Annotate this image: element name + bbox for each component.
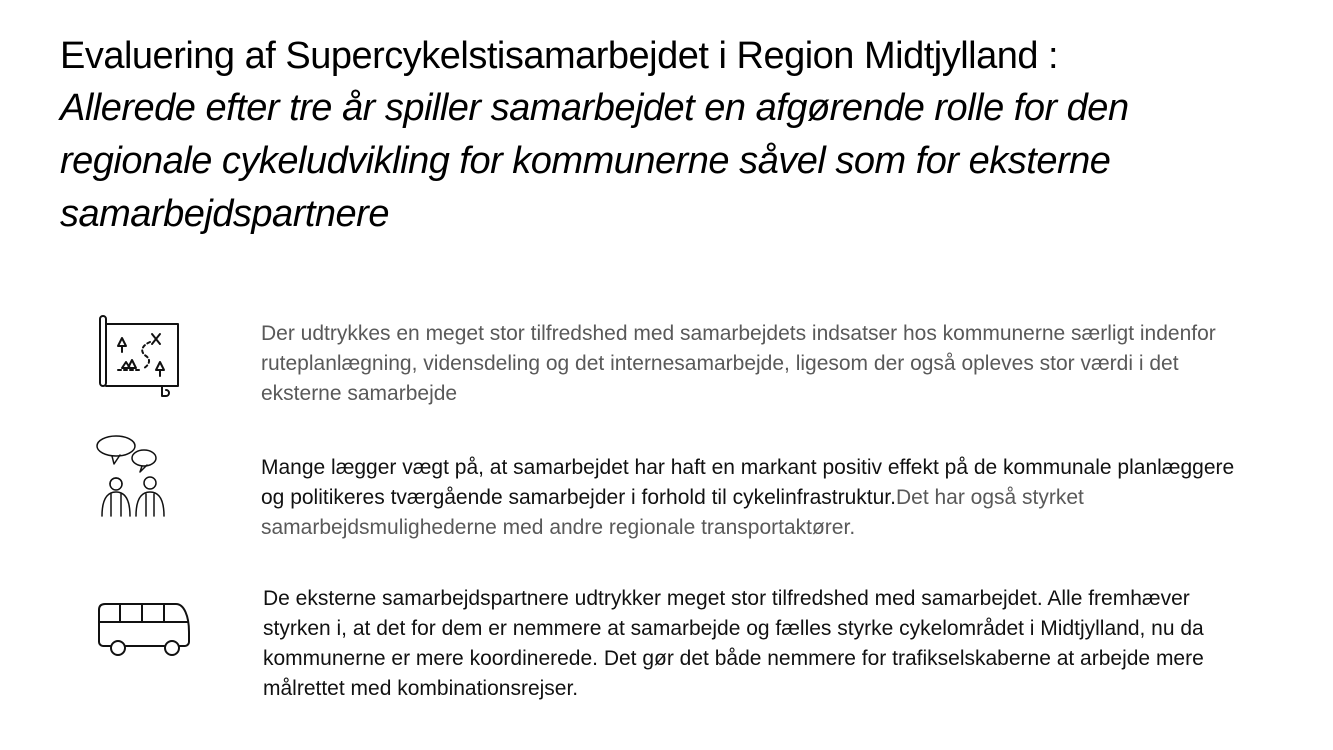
finding-text-2-main: Mange lægger vægt på, at samarbejdet har haft en markant positiv effekt på de kommunale planlæggere og politikeres tværgående samarbejder i forhold til cykelinfrastruktur. — [261, 456, 1235, 509]
finding-text-1: Der udtrykkes en meget stor tilfredshed med samarbejdets indsatser hos kommunerne særligt indenfor ruteplanlægning, vidensdeling og det internesamarbejde, ligesom der også opleves stor værdi i det eksterne samarbejde — [261, 322, 1216, 405]
finding-text-3: De eksterne samarbejdspartnere udtrykker meget stor tilfredshed med samarbejdet. Alle fremhæver styrken i, at det for dem er nemmere at samarbejde og fælles styrke cykelområdet i Midtjylland, nu da kommunerne er mere koordinerede. Det gør det både nemmere for trafikselskaberne at arbejde mere målrettet med kombinationsrejser. — [263, 587, 1204, 700]
finding-text-2-extra: Det har også styrket samarbejdsmulighederne med andre regionale transportaktører. — [261, 486, 1084, 539]
page-subtitle: Allerede efter tre år spiller samarbejdet en afgørende rolle for den regionale cykeludvikling for kommunerne såvel som for eksterne samarbejdspartnere — [60, 87, 1129, 235]
finding-text-2 — [261, 453, 1261, 543]
treasure-map-icon — [96, 312, 182, 400]
people-conversation-icon — [94, 432, 170, 518]
bus-icon — [96, 602, 192, 658]
page-title: Evaluering af Supercykelstisamarbejdet i Region Midtjylland : — [60, 35, 1059, 77]
title-block — [60, 30, 1260, 241]
